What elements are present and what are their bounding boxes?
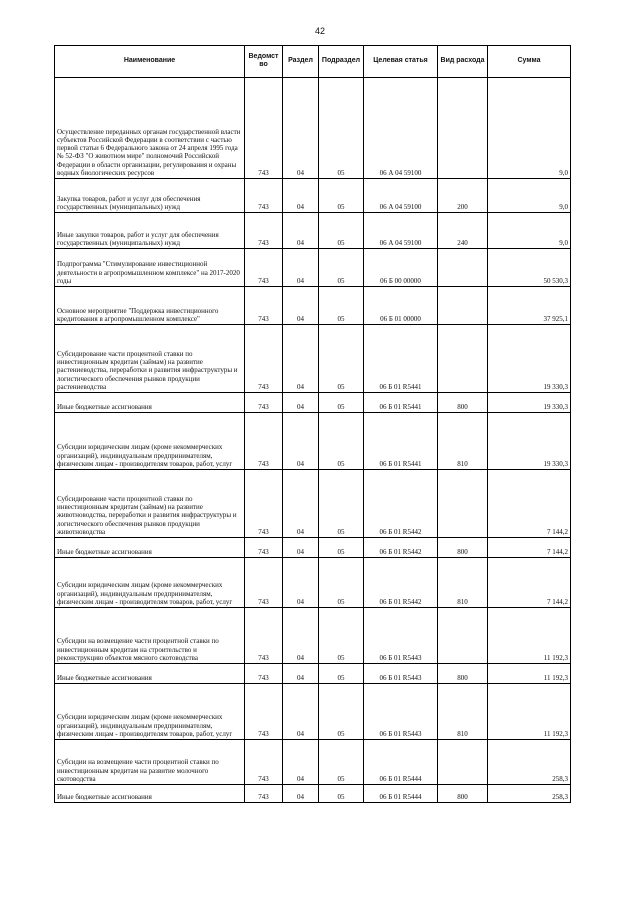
row-type: 800 (438, 664, 488, 684)
row-type (438, 608, 488, 664)
row-sum: 258,3 (488, 785, 571, 803)
row-dept: 743 (245, 325, 283, 393)
row-section: 04 (283, 558, 319, 608)
row-sum: 9,0 (488, 179, 571, 213)
row-sum: 9,0 (488, 78, 571, 179)
row-dept: 743 (245, 78, 283, 179)
row-name: Субсидирование части процентной ставки по инвестиционным кредитам (займам) на развитие растениеводства, переработки и развития инфраструктуры и логистического обеспечения рынков продукции растениеводства (55, 325, 245, 393)
row-section: 04 (283, 179, 319, 213)
row-name: Субсидии юридическим лицам (кроме некоммерческих организаций), индивидуальным предпринимателям, физическим лицам - производителям товаров, работ, услуг (55, 413, 245, 470)
row-section: 04 (283, 785, 319, 803)
row-type: 240 (438, 213, 488, 249)
row-name: Осуществление переданных органам государственной власти субъектов Российской Федерации в соответствии с частью первой статьи 6 Федерального закона от 24 апреля 1995 года № 52-ФЗ "О животном мире" полномочий Российской Федерации в области организации, регулирования и охраны водных биологических ресурсов (55, 78, 245, 179)
row-article: 06 Б 01 R5444 (364, 740, 438, 785)
row-article: 06 Б 01 R5442 (364, 470, 438, 538)
table-row (55, 538, 571, 558)
row-type: 200 (438, 179, 488, 213)
row-sum: 11 192,3 (488, 608, 571, 664)
row-article: 06 Б 01 R5441 (364, 413, 438, 470)
row-subsection: 05 (319, 664, 364, 684)
header-dept: Ведомст во (245, 46, 283, 78)
row-section: 04 (283, 78, 319, 179)
table-row (55, 413, 571, 470)
row-section: 04 (283, 213, 319, 249)
row-name: Субсидии юридическим лицам (кроме некоммерческих организаций), индивидуальным предпринимателям, физическим лицам - производителям товаров, работ, услуг (55, 684, 245, 740)
row-type (438, 470, 488, 538)
table-row (55, 213, 571, 249)
row-dept: 743 (245, 608, 283, 664)
row-dept: 743 (245, 664, 283, 684)
row-type: 800 (438, 538, 488, 558)
row-section: 04 (283, 287, 319, 325)
row-sum: 11 192,3 (488, 664, 571, 684)
row-article: 06 Б 01 R5441 (364, 393, 438, 413)
header-type: Вид расхода (438, 46, 488, 78)
row-article: 06 Б 01 R5442 (364, 538, 438, 558)
table-row (55, 664, 571, 684)
row-sum: 50 530,3 (488, 249, 571, 287)
row-sum: 7 144,2 (488, 538, 571, 558)
table-body (55, 78, 571, 803)
row-subsection: 05 (319, 608, 364, 664)
row-subsection: 05 (319, 538, 364, 558)
row-section: 04 (283, 325, 319, 393)
page-number: 42 (314, 26, 325, 36)
row-type: 810 (438, 413, 488, 470)
row-sum: 19 330,3 (488, 393, 571, 413)
row-name: Иные бюджетные ассигнования (55, 393, 245, 413)
row-name: Иные закупки товаров, работ и услуг для обеспечения государственных (муниципальных) нужд (55, 213, 245, 249)
header-name: Наименование (55, 46, 245, 78)
row-subsection: 05 (319, 249, 364, 287)
row-sum: 11 192,3 (488, 684, 571, 740)
row-subsection: 05 (319, 470, 364, 538)
table-row (55, 325, 571, 393)
header-subsection: Подраздел (319, 46, 364, 78)
row-subsection: 05 (319, 740, 364, 785)
row-subsection: 05 (319, 393, 364, 413)
row-section: 04 (283, 608, 319, 664)
row-dept: 743 (245, 538, 283, 558)
row-sum: 19 330,3 (488, 413, 571, 470)
row-dept: 743 (245, 413, 283, 470)
row-subsection: 05 (319, 684, 364, 740)
row-sum: 7 144,2 (488, 470, 571, 538)
table-row (55, 785, 571, 803)
row-section: 04 (283, 684, 319, 740)
row-sum: 19 330,3 (488, 325, 571, 393)
row-subsection: 05 (319, 413, 364, 470)
budget-table (54, 45, 571, 803)
header-article: Целевая статья (364, 46, 438, 78)
row-section: 04 (283, 393, 319, 413)
table-row (55, 287, 571, 325)
row-article: 06 Б 01 R5442 (364, 558, 438, 608)
row-type: 810 (438, 558, 488, 608)
row-article: 06 Б 01 R5443 (364, 684, 438, 740)
row-article: 06 Б 01 R5441 (364, 325, 438, 393)
table-row (55, 179, 571, 213)
row-dept: 743 (245, 684, 283, 740)
row-subsection: 05 (319, 78, 364, 179)
row-type (438, 325, 488, 393)
table-row (55, 78, 571, 179)
row-sum: 37 925,1 (488, 287, 571, 325)
table-row (55, 393, 571, 413)
row-subsection: 05 (319, 287, 364, 325)
row-type: 810 (438, 684, 488, 740)
row-dept: 743 (245, 287, 283, 325)
row-article: 06 Б 01 R5444 (364, 785, 438, 803)
row-sum: 258,3 (488, 740, 571, 785)
row-type: 800 (438, 393, 488, 413)
row-name: Закупка товаров, работ и услуг для обеспечения государственных (муниципальных) нужд (55, 179, 245, 213)
row-name: Иные бюджетные ассигнования (55, 538, 245, 558)
row-name: Субсидии на возмещение части процентной ставки по инвестиционным кредитам на развитие молочного скотоводства (55, 740, 245, 785)
row-section: 04 (283, 538, 319, 558)
row-type (438, 78, 488, 179)
row-section: 04 (283, 664, 319, 684)
row-dept: 743 (245, 785, 283, 803)
table-row (55, 608, 571, 664)
row-subsection: 05 (319, 213, 364, 249)
row-dept: 743 (245, 558, 283, 608)
table-row (55, 684, 571, 740)
row-name: Иные бюджетные ассигнования (55, 785, 245, 803)
header-section: Раздел (283, 46, 319, 78)
table-row (55, 249, 571, 287)
row-dept: 743 (245, 249, 283, 287)
row-article: 06 А 04 59100 (364, 213, 438, 249)
row-sum: 9,0 (488, 213, 571, 249)
row-subsection: 05 (319, 325, 364, 393)
row-sum: 7 144,2 (488, 558, 571, 608)
row-type (438, 287, 488, 325)
row-name: Подпрограмма "Стимулирование инвестиционной деятельности в агропромышленном комплексе" на 2017-2020 годы (55, 249, 245, 287)
row-name: Иные бюджетные ассигнования (55, 664, 245, 684)
row-article: 06 Б 01 R5443 (364, 608, 438, 664)
row-subsection: 05 (319, 785, 364, 803)
row-name: Основное мероприятие "Поддержка инвестиционного кредитования в агропромышленном комплексе" (55, 287, 245, 325)
table-row (55, 740, 571, 785)
row-dept: 743 (245, 470, 283, 538)
row-section: 04 (283, 740, 319, 785)
row-article: 06 А 04 59100 (364, 179, 438, 213)
row-section: 04 (283, 249, 319, 287)
row-name: Субсидии на возмещение части процентной ставки по инвестиционным кредитам на строительство и реконструкцию объектов мясного скотоводства (55, 608, 245, 664)
row-name: Субсидии юридическим лицам (кроме некоммерческих организаций), индивидуальным предпринимателям, физическим лицам - производителям товаров, работ, услуг (55, 558, 245, 608)
row-article: 06 Б 01 00000 (364, 287, 438, 325)
row-subsection: 05 (319, 558, 364, 608)
row-dept: 743 (245, 179, 283, 213)
row-article: 06 Б 00 00000 (364, 249, 438, 287)
row-dept: 743 (245, 740, 283, 785)
table-row (55, 470, 571, 538)
row-type: 800 (438, 785, 488, 803)
row-type (438, 249, 488, 287)
row-article: 06 А 04 59100 (364, 78, 438, 179)
row-section: 04 (283, 413, 319, 470)
row-dept: 743 (245, 393, 283, 413)
row-article: 06 Б 01 R5443 (364, 664, 438, 684)
row-dept: 743 (245, 213, 283, 249)
table-header-row (55, 46, 571, 78)
row-subsection: 05 (319, 179, 364, 213)
row-section: 04 (283, 470, 319, 538)
row-type (438, 740, 488, 785)
row-name: Субсидирование части процентной ставки по инвестиционным кредитам (займам) на развитие животноводства, переработки и развития инфраструктуры и логистического обеспечения рынков продукции животноводства (55, 470, 245, 538)
table-row (55, 558, 571, 608)
header-sum: Сумма (488, 46, 571, 78)
